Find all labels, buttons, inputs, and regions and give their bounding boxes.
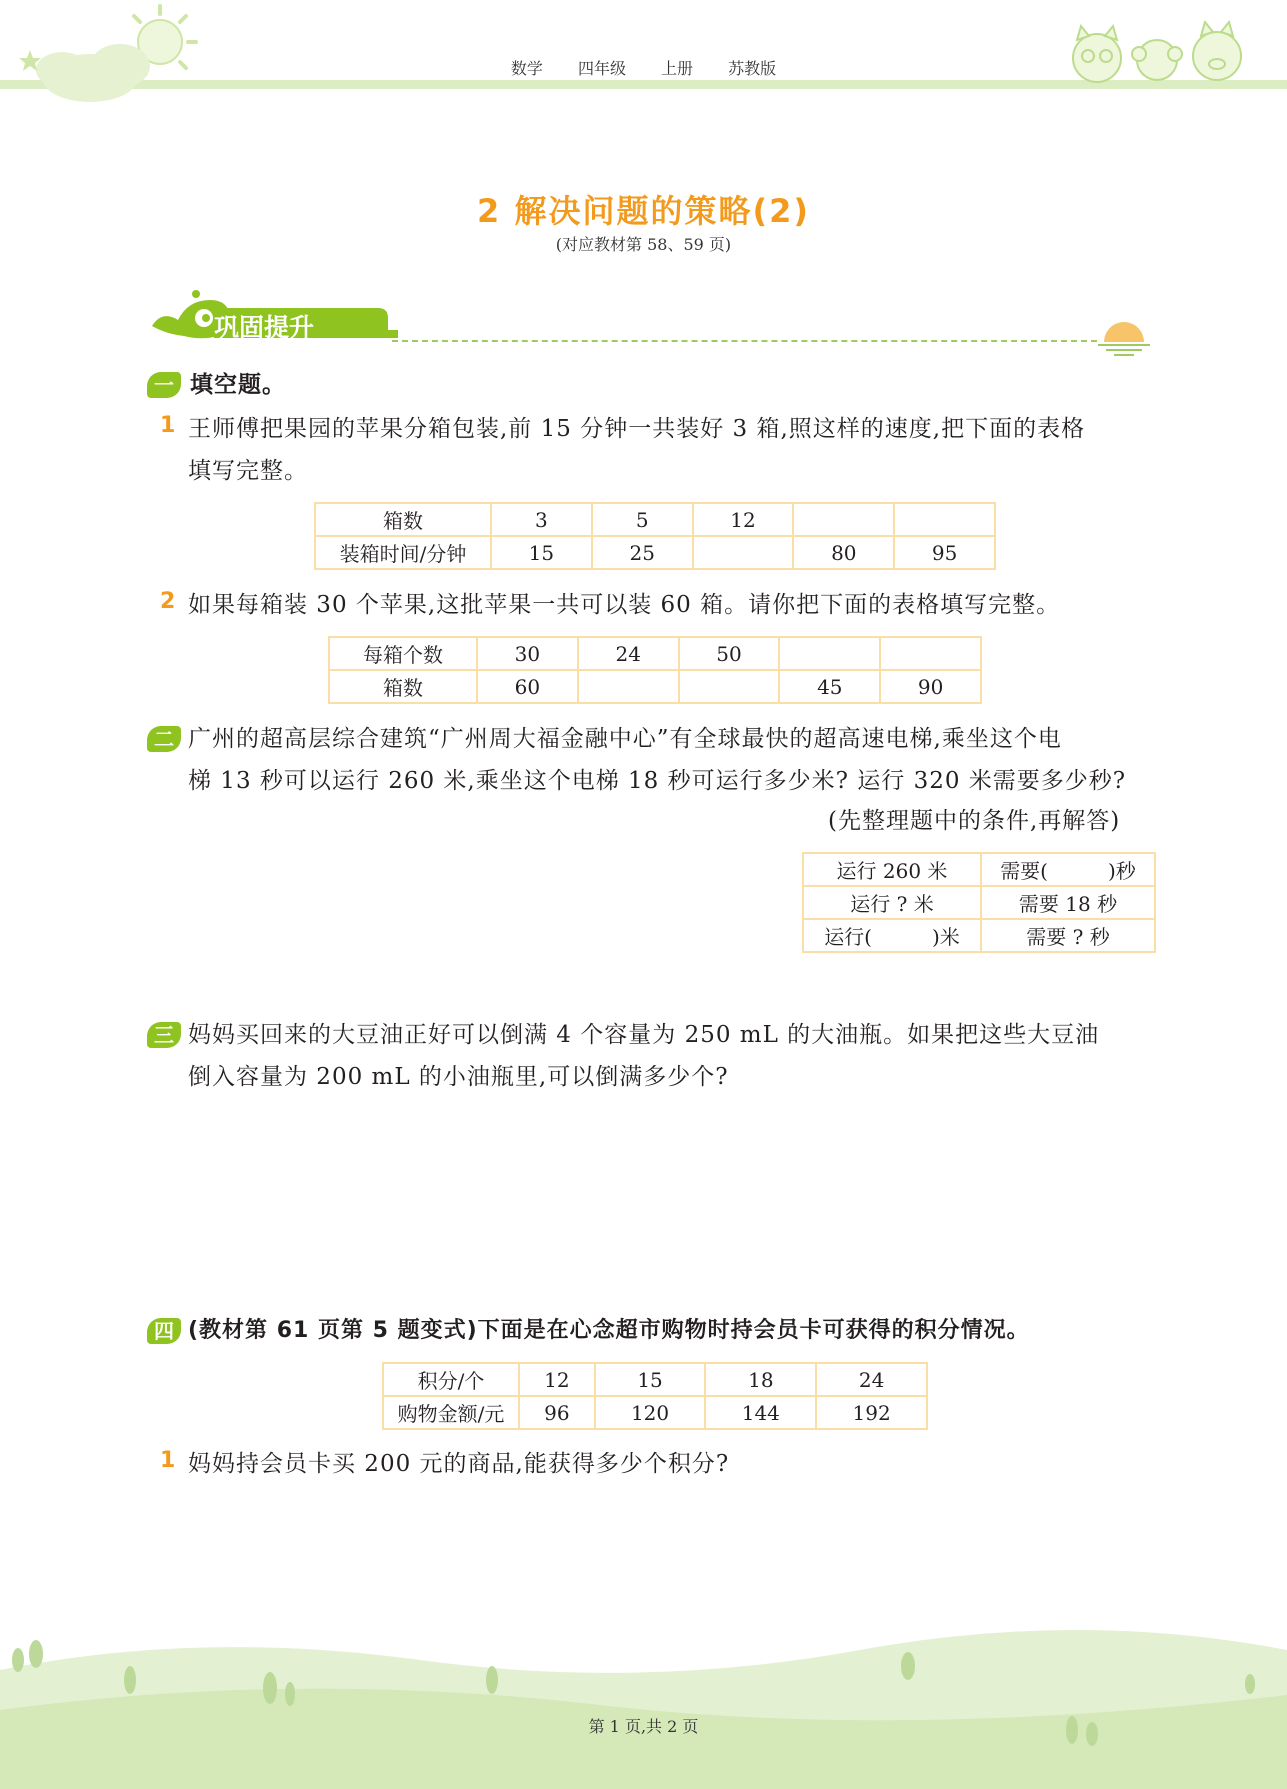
table-row: [383, 1396, 927, 1429]
hills-decoration: [0, 1610, 1287, 1789]
part4-heading: (教材第 61 页第 5 题变式)下面是在心念超市购物时持会员卡可获得的积分情况。: [188, 1318, 1030, 1343]
section-banner-label: 巩固提升: [214, 313, 315, 342]
elevator-conditions-table: [802, 852, 1156, 953]
question-text: 梯 13 秒可以运行 260 米,乘坐这个电梯 18 秒可运行多少米? 运行 320 米需要多少秒?: [188, 768, 1127, 794]
table-cell: 3: [491, 503, 592, 536]
table-cell: 50: [679, 637, 780, 670]
table-cell: 25: [592, 536, 693, 569]
table-cell[interactable]: 需要( )秒: [981, 853, 1155, 886]
question-text: 广州的超高层综合建筑“广州周大福金融中心”有全球最快的超高速电梯,乘坐这个电: [188, 726, 1062, 752]
question-text: 王师傅把果园的苹果分箱包装,前 15 分钟一共装好 3 箱,照这样的速度,把下面的表格: [188, 416, 1086, 442]
section-badge-1: 一: [147, 372, 181, 398]
table-cell: 积分/个: [383, 1363, 519, 1396]
answer-blank[interactable]: [793, 503, 894, 536]
table-cell: 每箱个数: [329, 637, 477, 670]
table-cell: 120: [595, 1396, 706, 1429]
header-volume: 上册: [661, 59, 694, 78]
table-cell: 12: [519, 1363, 595, 1396]
question-text: 如果每箱装 30 个苹果,这批苹果一共可以装 60 箱。请你把下面的表格填写完整。: [188, 592, 1061, 618]
answer-blank[interactable]: [880, 637, 981, 670]
table-row: [329, 637, 981, 670]
table-cell: 运行 260 米: [803, 853, 981, 886]
table-cell: 装箱时间/分钟: [315, 536, 491, 569]
table-cell: 12: [693, 503, 794, 536]
table-cell: 192: [816, 1396, 927, 1429]
table-cell: 144: [705, 1396, 816, 1429]
table-cell: 80: [793, 536, 894, 569]
answer-blank[interactable]: [779, 637, 880, 670]
table-cell: 箱数: [329, 670, 477, 703]
question-text: 倒入容量为 200 mL 的小油瓶里,可以倒满多少个?: [188, 1064, 729, 1090]
table-cell: 45: [779, 670, 880, 703]
sun-cloud-decoration: [0, 0, 210, 110]
table-cell: 15: [595, 1363, 706, 1396]
table-cell: 15: [491, 536, 592, 569]
header-grade: 四年级: [577, 59, 626, 78]
header-info: [0, 56, 1287, 79]
question-text: 填写完整。: [188, 458, 308, 484]
page-title: 2 解决问题的策略(2): [477, 192, 810, 230]
table-cell: 箱数: [315, 503, 491, 536]
table-row: [329, 670, 981, 703]
table-cell: 购物金额/元: [383, 1396, 519, 1429]
answer-blank[interactable]: [679, 670, 780, 703]
table-cell: 5: [592, 503, 693, 536]
table-cell: 30: [477, 637, 578, 670]
page-subtitle: (对应教材第 58、59 页): [555, 235, 732, 254]
header-edition: 苏教版: [728, 59, 777, 78]
table-row: [803, 919, 1155, 952]
question-number: 1: [160, 413, 176, 438]
answer-blank[interactable]: [894, 503, 995, 536]
question-number: 1: [160, 1448, 176, 1473]
table-cell: 95: [894, 536, 995, 569]
table-cell: 90: [880, 670, 981, 703]
table-cell: 运行 ? 米: [803, 886, 981, 919]
section-badge-3: 三: [147, 1022, 181, 1048]
table-cell: 96: [519, 1396, 595, 1429]
table-row: [315, 503, 995, 536]
question-hint: (先整理题中的条件,再解答): [828, 808, 1121, 834]
sunset-icon: [1098, 318, 1150, 356]
question-number: 2: [160, 589, 176, 614]
table-cell: 18: [705, 1363, 816, 1396]
section-badge-4: 四: [147, 1318, 181, 1344]
question-text: 妈妈买回来的大豆油正好可以倒满 4 个容量为 250 mL 的大油瓶。如果把这些大豆油: [188, 1022, 1100, 1048]
table-row: [315, 536, 995, 569]
answer-blank[interactable]: [693, 536, 794, 569]
packing-time-table: [314, 502, 996, 570]
table-cell: 24: [578, 637, 679, 670]
table-cell: 需要 ? 秒: [981, 919, 1155, 952]
table-cell[interactable]: 运行( )米: [803, 919, 981, 952]
member-points-table: [382, 1362, 928, 1430]
table-row: [803, 853, 1155, 886]
table-cell: 需要 18 秒: [981, 886, 1155, 919]
banner-dashed-line: [392, 340, 1097, 342]
section-badge-2: 二: [147, 726, 181, 752]
answer-blank[interactable]: [578, 670, 679, 703]
table-row: [383, 1363, 927, 1396]
table-row: [803, 886, 1155, 919]
apples-per-box-table: [328, 636, 982, 704]
part1-heading: 填空题。: [190, 372, 286, 398]
page-number: 第 1 页,共 2 页: [588, 1717, 699, 1736]
question-text: 妈妈持会员卡买 200 元的商品,能获得多少个积分?: [188, 1451, 730, 1477]
table-cell: 60: [477, 670, 578, 703]
table-cell: 24: [816, 1363, 927, 1396]
header-subject: 数学: [510, 59, 543, 78]
